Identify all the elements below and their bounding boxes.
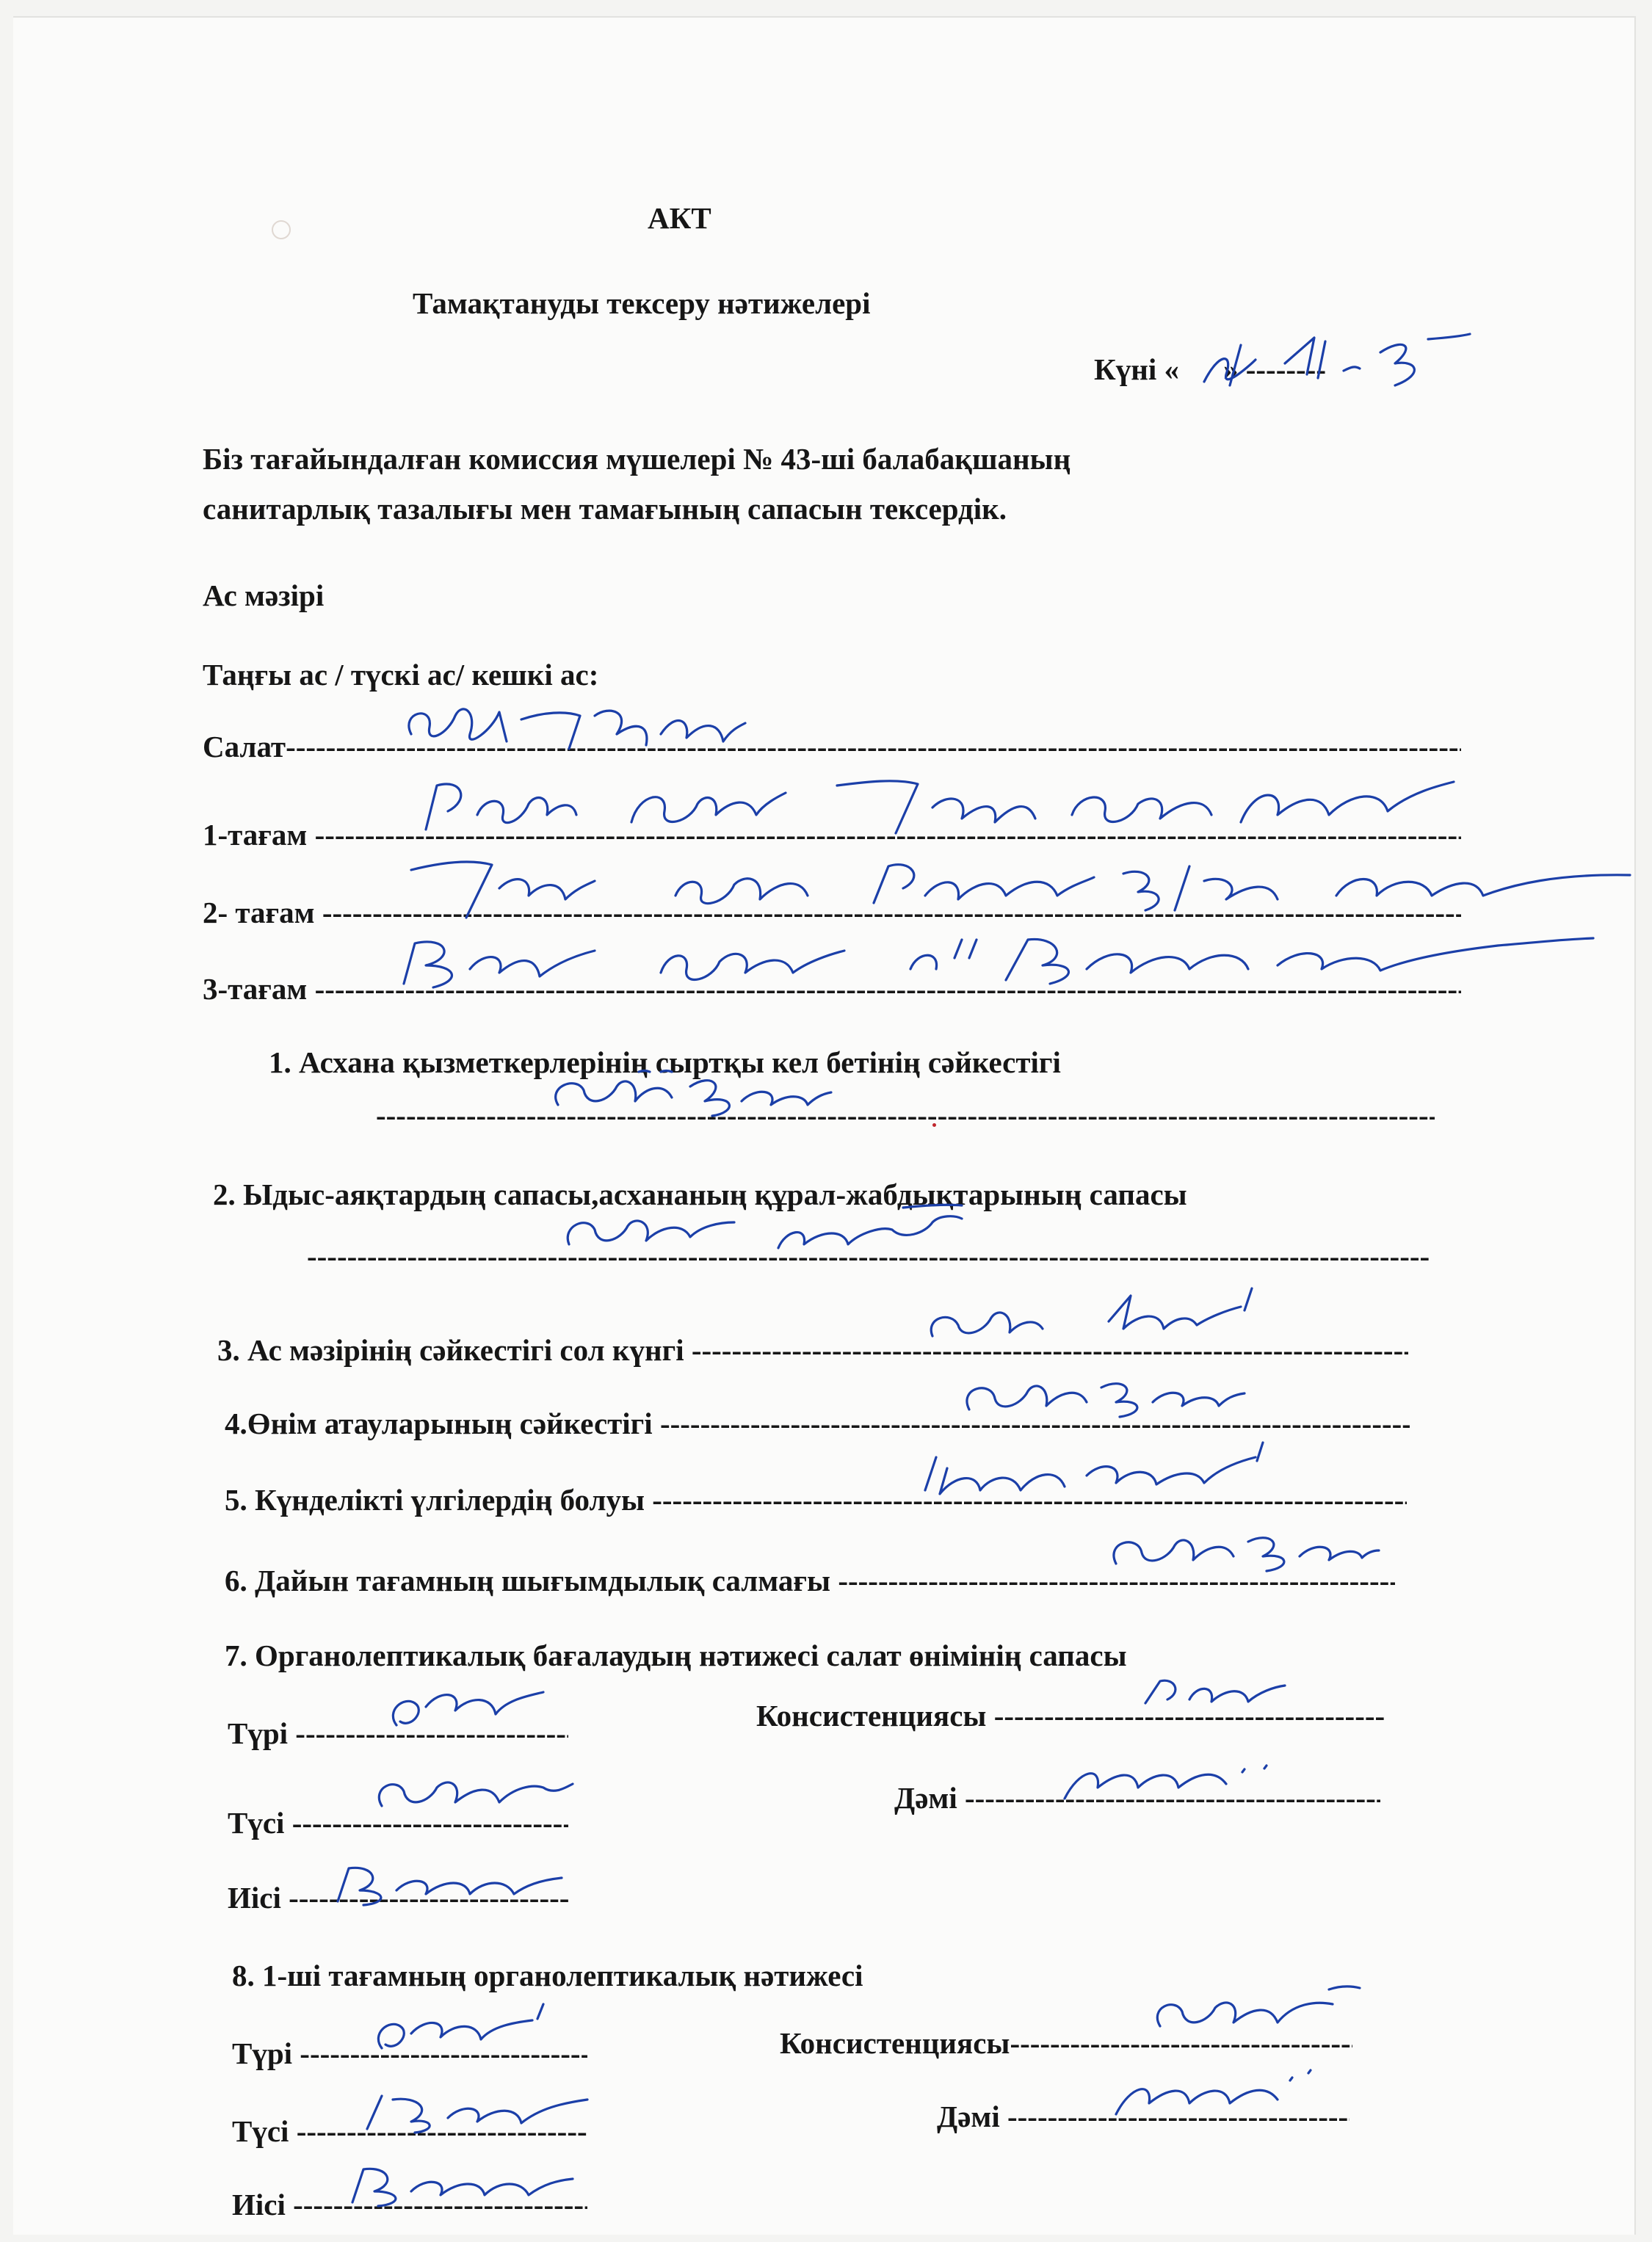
section-7-heading: 7. Органолептикалық бағалаудың нәтижесі салат өнімінің сапасы [225,1639,1127,1672]
check-5 [225,1481,1407,1518]
check-4-label: 4.Өнім атауларының сәйкестігі [225,1407,660,1440]
meal-types: Таңғы ас / түскі ас/ кешкі ас: [203,658,599,692]
check-2-blank [307,1238,1430,1274]
scan-edge-right [1634,16,1636,2235]
check-2-label: 2. Ыдыс-аяқтардың сапасы,асхананың құрал-жабдықтарының сапасы [213,1178,1187,1211]
menu-row-salad [203,728,1461,765]
check-6-label: 6. Дайын тағамның шығымдылық салмағы [225,1564,838,1597]
menu-row-label: 2- тағам [203,896,322,929]
s8-color-label: Түсі [232,2114,297,2148]
s7-color-label: Түсі [228,1806,292,1840]
s7-smell [228,1879,568,1916]
menu-row-label: 3-тағам [203,972,315,1006]
intro-line-1: Біз тағайындалған комиссия мүшелері № 43-ші балабақшаның [203,442,1071,476]
intro-line-2: санитарлық тазалығы мен тамағының сапасын тексердік. [203,492,1007,526]
check-1-label: 1. Асхана қызметкерлерінің сыртқы кел бетінің сәйкестігі [269,1045,1061,1079]
date-line [1094,351,1326,388]
s7-color [228,1804,568,1841]
s7-appearance [228,1715,568,1752]
s7-taste [894,1780,1380,1816]
check-1-blank [376,1097,1435,1133]
date-suffix: » -------- [1223,352,1326,386]
s8-taste [937,2098,1350,2135]
check-6 [225,1562,1395,1599]
menu-row-label: Салат [203,730,286,763]
menu-row-label: 1-тағам [203,818,315,852]
menu-row-dish-1 [203,816,1461,853]
section-8-heading: 8. 1-ші тағамның органолептикалық нәтижесі [232,1959,863,1992]
check-4 [225,1405,1410,1442]
s8-smell-label: Иісі [232,2188,294,2221]
check-3 [217,1332,1408,1368]
s8-smell [232,2186,587,2223]
s7-consistency [756,1697,1385,1734]
s8-consistency-label: Консистенциясы [780,2026,1010,2060]
s8-taste-label: Дәмі [937,2100,1007,2133]
s8-appearance [232,2035,587,2072]
red-pen-dot [932,1123,936,1127]
s7-smell-label: Иісі [228,1881,289,1915]
faint-mark [272,220,291,239]
s8-consistency [780,2025,1352,2061]
check-5-label: 5. Күнделікті үлгілердің болуы [225,1483,653,1517]
s8-color [232,2113,587,2150]
date-label: Күні « [1094,352,1179,386]
scan-edge-top [13,16,1636,18]
s8-appearance-label: Түрі [232,2036,300,2070]
menu-row-dish-2 [203,894,1461,931]
s7-appearance-label: Түрі [228,1716,296,1750]
document-subtitle: Тамақтануды тексеру нәтижелері [413,286,871,320]
document-title: АКТ [648,201,711,235]
menu-heading: Ас мәзірі [203,578,325,612]
check-3-label: 3. Ас мәзірінің сәйкестігі сол күнгі [217,1333,692,1367]
s7-consistency-label: Консистенциясы [756,1699,994,1733]
s7-taste-label: Дәмі [894,1781,965,1815]
menu-row-dish-3 [203,971,1461,1007]
